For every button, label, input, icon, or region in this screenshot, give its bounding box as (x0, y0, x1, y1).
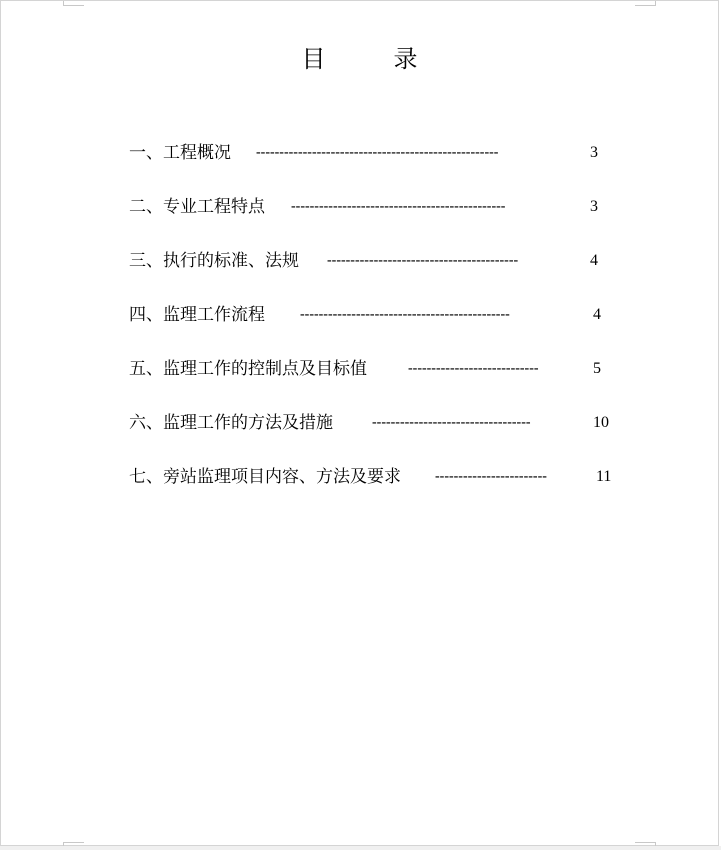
toc-page-number: 4 (590, 252, 598, 269)
toc-dot-leader: ---------------------------------- (372, 415, 531, 430)
toc-entry-3[interactable] (129, 243, 629, 279)
toc-entry-5[interactable] (129, 351, 629, 387)
toc-dot-leader: ------------------------ (435, 469, 547, 484)
toc-page-number: 11 (596, 468, 612, 485)
toc-entry-label: 七、旁站监理项目内容、方法及要求 (129, 467, 401, 487)
toc-title (1, 41, 718, 77)
toc-dot-leader: ---------------------------------------------------- (256, 145, 499, 160)
toc-page-number: 4 (593, 306, 601, 323)
toc-entry-label: 六、监理工作的方法及措施 (129, 413, 333, 433)
toc-entry-label: 二、专业工程特点 (129, 197, 265, 217)
toc-dot-leader: ---------------------------- (408, 361, 539, 376)
toc-dot-leader: --------------------------------------------- (300, 307, 510, 322)
crop-mark-top-right (635, 1, 656, 6)
toc-entry-4[interactable] (129, 297, 629, 333)
toc-entry-6[interactable] (129, 405, 629, 441)
toc-entry-label: 四、监理工作流程 (129, 305, 265, 325)
toc-entry-label: 三、执行的标准、法规 (129, 251, 299, 271)
toc-dot-leader: ---------------------------------------------- (291, 199, 506, 214)
toc-dot-leader: ----------------------------------------- (327, 253, 519, 268)
toc-title-char-2: 录 (393, 45, 418, 73)
table-of-contents (129, 135, 629, 513)
toc-entry-2[interactable] (129, 189, 629, 225)
toc-page-number: 3 (590, 144, 598, 161)
page-bottom-edge (0, 846, 721, 850)
toc-entry-7[interactable] (129, 459, 629, 495)
crop-mark-top-left (63, 1, 84, 6)
toc-page-number: 10 (593, 414, 609, 431)
toc-page-number: 5 (593, 360, 601, 377)
toc-title-char-1: 目 (301, 45, 326, 73)
toc-entry-label: 一、工程概况 (129, 143, 231, 163)
toc-page-number: 3 (590, 198, 598, 215)
toc-entry-label: 五、监理工作的控制点及目标值 (129, 359, 367, 379)
toc-entry-1[interactable] (129, 135, 629, 171)
